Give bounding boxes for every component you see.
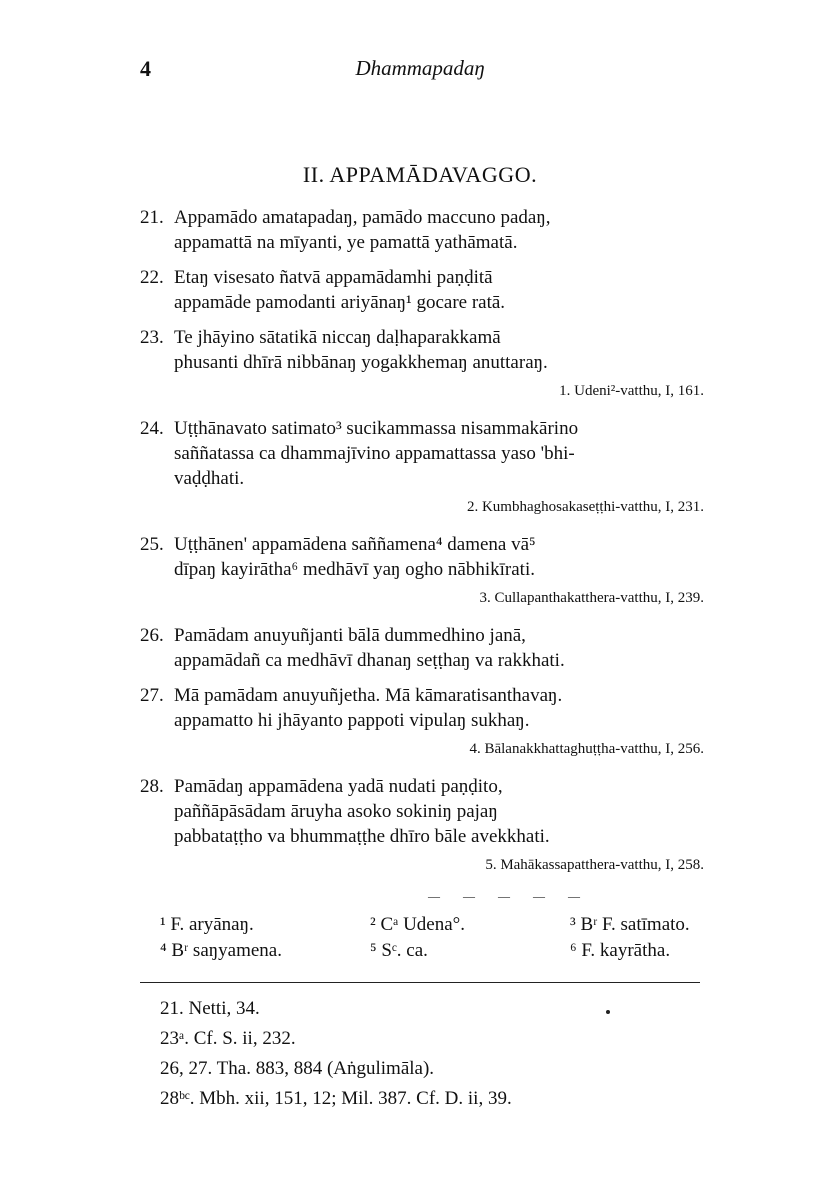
verse-line: pabbataṭṭho va bhummaṭṭhe dhīro bāle avekkhati. bbox=[174, 826, 550, 847]
verse-line: dīpaŋ kayirātha⁶ medhāvī yaŋ ogho nābhikīrati. bbox=[174, 559, 535, 580]
footnote-3: ³ Bʳ F. satīmato. bbox=[570, 914, 690, 935]
verse-line: Pamādam anuyuñjanti bālā dummedhino janā, bbox=[174, 625, 526, 646]
verse-line: appamatto hi jhāyanto pappoti vipulaŋ sukhaŋ. bbox=[174, 710, 530, 731]
verse-24 bbox=[140, 416, 710, 491]
verse-number: 25. bbox=[140, 534, 164, 555]
verse-line: paññāpāsādam āruyha asoko sokiniŋ pajaŋ bbox=[174, 801, 498, 822]
source-ref-4: 4. Bālanakkhattaghuṭṭha-vatthu, I, 256. bbox=[469, 741, 704, 757]
page-number: 4 bbox=[140, 56, 151, 81]
source-ref-5: 5. Mahākassapatthera-vatthu, I, 258. bbox=[485, 857, 704, 873]
verse-number: 27. bbox=[140, 685, 164, 706]
source-ref-3: 3. Cullapanthakatthera-vatthu, I, 239. bbox=[479, 590, 704, 606]
verses-block bbox=[140, 205, 710, 903]
footnote-row bbox=[160, 938, 720, 964]
verse-22 bbox=[140, 265, 710, 315]
verse-26 bbox=[140, 623, 710, 673]
verse-line: appamāde pamodanti ariyānaŋ¹ gocare ratā. bbox=[174, 292, 506, 313]
stray-dot bbox=[606, 1010, 610, 1014]
source-ref-1: 1. Udeni²-vatthu, I, 161. bbox=[559, 383, 704, 399]
parallel-ref: 21. Netti, 34. bbox=[160, 998, 260, 1019]
footnote-row bbox=[160, 912, 720, 938]
footnote-6: ⁶ F. kayrātha. bbox=[570, 940, 671, 961]
verse-line: appamattā na mīyanti, ye pamattā yathāmatā. bbox=[174, 232, 518, 253]
footnote-5: ⁵ Sᶜ. ca. bbox=[370, 940, 428, 961]
verse-line: vaḍḍhati. bbox=[174, 468, 245, 489]
verse-27 bbox=[140, 683, 710, 733]
verse-23 bbox=[140, 325, 710, 375]
verse-line: saññatassa ca dhammajīvino appamattassa yaso 'bhi- bbox=[174, 443, 575, 464]
verse-line: appamādañ ca medhāvī dhanaŋ seṭṭhaŋ va rakkhati. bbox=[174, 650, 565, 671]
parallel-ref: 26, 27. Tha. 883, 884 (Aṅgulimāla). bbox=[160, 1058, 435, 1079]
verse-line: Mā pamādam anuyuñjetha. Mā kāmaratisanthavaŋ. bbox=[174, 685, 563, 706]
verse-line: phusanti dhīrā nibbānaŋ yogakkhemaŋ anuttaraŋ. bbox=[174, 352, 548, 373]
verse-21 bbox=[140, 205, 710, 255]
parallel-ref: 28ᵇᶜ. Mbh. xii, 151, 12; Mil. 387. Cf. D. ii, 39. bbox=[160, 1088, 512, 1109]
verse-line: Etaŋ visesato ñatvā appamādamhi paṇḍitā bbox=[174, 267, 493, 288]
verse-line: Te jhāyino sātatikā niccaŋ daḷhaparakkamā bbox=[174, 327, 501, 348]
running-title: Dhammapadaŋ bbox=[355, 56, 485, 80]
verse-number: 21. bbox=[140, 207, 164, 228]
chapter-title: II. APPAMĀDAVAGGO. bbox=[302, 162, 538, 187]
horizontal-rule bbox=[140, 982, 700, 983]
footnote-4: ⁴ Bʳ saŋyamena. bbox=[160, 940, 282, 961]
verse-line: Uṭṭhānen' appamādena saññamena⁴ damena vā⁵ bbox=[174, 534, 536, 555]
verse-line: Appamādo amatapadaŋ, pamādo maccuno padaŋ, bbox=[174, 207, 551, 228]
parallel-references bbox=[160, 994, 512, 1114]
verse-line: Uṭṭhānavato satimato³ sucikammassa nisammakārino bbox=[174, 418, 579, 439]
footnotes bbox=[160, 912, 720, 964]
verse-number: 26. bbox=[140, 625, 164, 646]
verse-28 bbox=[140, 774, 710, 849]
footnote-2: ² Cᵃ Udena°. bbox=[370, 914, 465, 935]
verse-number: 28. bbox=[140, 776, 164, 797]
verse-line: Pamādaŋ appamādena yadā nudati paṇḍito, bbox=[174, 776, 503, 797]
parallel-ref: 23ᵃ. Cf. S. ii, 232. bbox=[160, 1028, 296, 1049]
verse-number: 22. bbox=[140, 267, 164, 288]
separator-dashes: — — — — — bbox=[428, 889, 590, 903]
source-ref-2: 2. Kumbhaghosakaseṭṭhi-vatthu, I, 231. bbox=[466, 499, 704, 515]
footnote-1: ¹ F. aryānaŋ. bbox=[160, 914, 254, 935]
verse-25 bbox=[140, 532, 710, 582]
verse-number: 23. bbox=[140, 327, 164, 348]
verse-number: 24. bbox=[140, 418, 164, 439]
